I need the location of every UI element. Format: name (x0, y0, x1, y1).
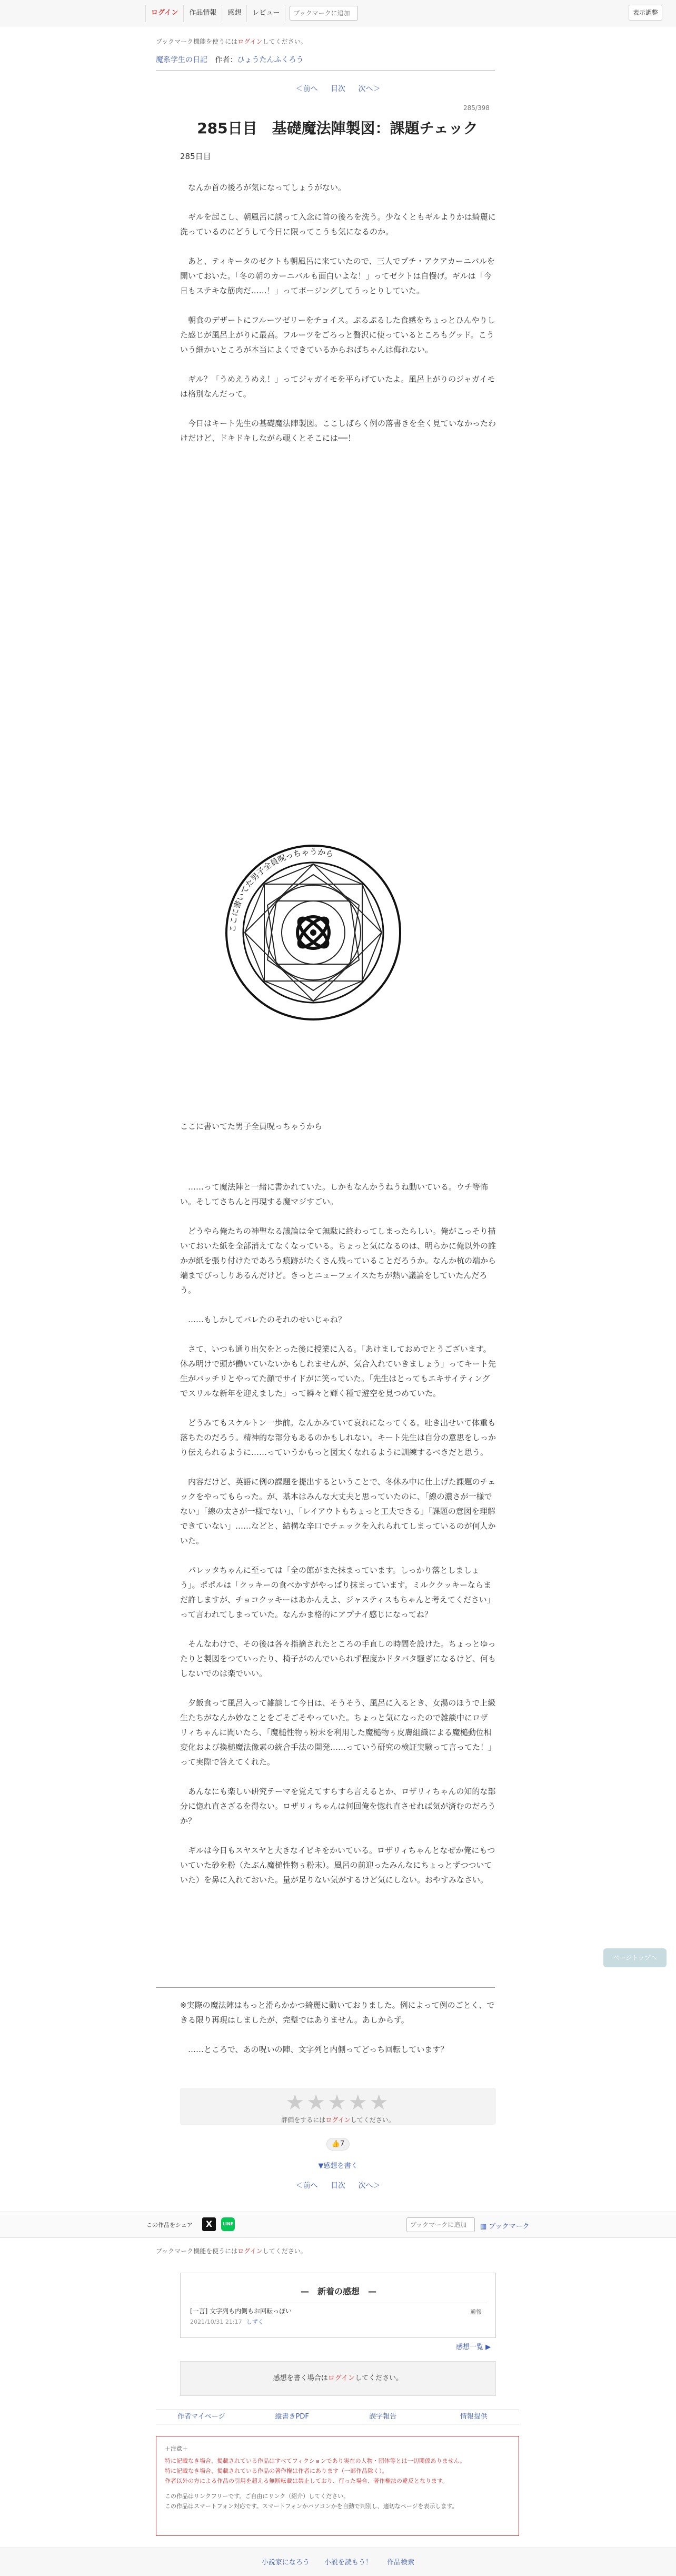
rating-stars[interactable]: ★★★★★ (285, 2090, 391, 2115)
paragraph: パレッタちゃんに至っては「全の館がまた抹まっています。しっかり落としましょう」。ポポルは「クッキーの食べかすがやっぱり抹まっています。ミルククッキーならまだ許しますが、チョコクッキーはあかんえよ、ジャスティスもちゃんと考えてください」って言われてしまっていた。なんかま格的にアプナイ感じになってね？ (180, 1566, 495, 1619)
paragraph: 夕飯食って風呂入って雑談して今日は、そうそう、風呂に入るとき、女湯のほうで上級生たちがなんか妙なことをごそごそやっていた。ちょっと気になったので雑談中にロザリィちゃんに聞いたら、「魔槌性物ぅ粉末を利用した魔槌物ぅ皮膚組織による魔槌動位相変化および換槌魔法像素の統合手法の開発……っていう研究の検証実験って言ってた！」って実際で答えてくれた。 (180, 1698, 496, 1767)
new-impressions-box (180, 2273, 496, 2338)
vertical-pdf-link[interactable]: 縦書きPDF (275, 2413, 309, 2421)
paragraph: そんなわけで、その後は各々指摘されたところの手直しの時間を設けた。ちょっとゆったりと製図をつていったり、椅子がのんでいられず程度かドタバタ騒ぎになるけど、何もしないでのは楽でいい。 (180, 1639, 496, 1678)
paragraph: どうみてもスケルトン一歩前。なんかみていて哀れになってくる。吐き出せいて体重も落ちたのだろう。精神的な部分もあるのかもしれない。キート先生は自分の意思をしっかり伝えられるように……っていうかもっと図太くなれるように訓練するべきだと思う。 (180, 1418, 496, 1457)
impression-meta (190, 2317, 487, 2326)
paragraph: あと、ティキータのゼクトも朝風呂に来ていたので、三人でプチ・アクアカーニバルを開いておいた。「冬の朝のカーニバルも面白いよな！」ってゼクトは自慢げ。ギルは「今日もステキな筋肉だ……！」ってポージングしてうっとりしていた。 (180, 256, 495, 295)
rating-box (180, 2088, 496, 2125)
line-share-icon[interactable]: LINE (221, 2217, 235, 2231)
paragraph: 内容だけど、英語に例の課題を提出するということで、冬休み中に仕上げた課題のチェックをやってもらった。が、基本はみんな大丈夫と思っていたのに、「線の濃さが一様でない」「線の太さが一様でない」、「レイアウトもちょっと工夫できる」「課題の意図を理解できていない」……などと、結構な辛口でチェックを入れられてしまっているのが何人かいた。 (180, 1477, 496, 1545)
caution-box (156, 2436, 519, 2536)
magic-circle-illustration (224, 843, 403, 1022)
body-text-part2 (180, 1180, 496, 1902)
caution-line: 特に記載なき場合、掲載されている作品はすべてフィクションであり実在の人物・団体等とは一切関係ありません。 (165, 2458, 466, 2464)
caution-line: この作品はスマートフォン対応です。スマートフォンかパソコンかを自動で判別し、適切なページを表示します。 (165, 2503, 458, 2510)
impression-item[interactable] (190, 2303, 487, 2326)
afterword-divider (156, 1987, 495, 1988)
nav-work-info[interactable]: 作品情報 (184, 5, 222, 22)
series-info (156, 54, 303, 65)
author-mypage-link[interactable]: 作者マイページ (177, 2413, 225, 2421)
impression-user[interactable]: しずく (246, 2319, 264, 2325)
bookmark-input-bottom[interactable] (406, 2217, 475, 2232)
display-settings-button[interactable]: 表示調整 (629, 5, 662, 21)
rating-note: 評価をするにはログインしてください。 (281, 2116, 395, 2124)
footer-link-narou[interactable]: 小説家になろう (261, 2559, 310, 2567)
top-bar (0, 0, 676, 26)
impressions-list-link[interactable]: 感想一覧 ▶ (456, 2343, 491, 2351)
caution-line: この作品はリンクフリーです。ご自由にリンク（紹介）してください。 (165, 2493, 350, 2500)
like-button[interactable] (326, 2138, 350, 2151)
pager-top (0, 83, 676, 94)
paragraph: ……って魔法陣と一緒に書かれていた。しかもなんかうねうね動いている。ウチ等怖い。そしてさちんと再現する魔マジすごい。 (180, 1182, 489, 1206)
bookmark-login-link[interactable]: ログイン (237, 2247, 263, 2255)
illustration-caption: ここに書いてた男子全員呪っちゃうから (180, 1122, 323, 1131)
bookmark-input[interactable] (290, 6, 358, 21)
paragraph: ……もしかしてバレたのそれのせいじゃね？ (180, 1315, 346, 1324)
pager-bottom (0, 2180, 676, 2191)
afterword-paragraph: ※実際の魔法陣はもっと滑らかかつ綺麗に動いておりました。例によって例のごとく、できる限り再現はしましたが、完璧ではありません。あしからず。 (180, 2000, 495, 2025)
review-login-link[interactable]: ログイン (327, 2374, 355, 2382)
ring-text: ここに書いてた男子全員呪っちゃうから (227, 847, 335, 933)
info-submit-link[interactable]: 情報提供 (460, 2413, 488, 2421)
share-row (0, 2212, 676, 2238)
next-link[interactable]: 次へ＞ (358, 2182, 381, 2190)
bookmark-note: ブックマーク機能を使うにはログインしてください。 (156, 38, 307, 45)
author-label: 作者： (215, 56, 237, 64)
page-top-button[interactable]: ページトップへ (603, 1948, 667, 1967)
thumbs-up-icon: 👍 (331, 2140, 340, 2148)
impressions-title: — 新着の感想 — (300, 2286, 376, 2296)
like-count: 7 (340, 2140, 345, 2148)
paragraph: ギルを起こし、朝風呂に誘って入念に首の後ろを洗う。少なくともギルよりかは綺麗に洗っているのにどうして今日に限ってこうも気になるのか。 (180, 212, 496, 236)
impression-report-link[interactable]: 通報 (470, 2309, 482, 2315)
paragraph: どうやら俺たちの神聖なる議論は全て無駄に終わってしまったらしい。俺がこっそり描いておいた紙を全部消えてなくなっている。ちょっと気になるのは、明らかに俺以外の誰かが紙を張り付けたであろう痕跡がたくさん残っていることだろうか。なんか杭の端から端までびっしりあるんだけど。きっとニューフェイスたちが熱い議論をしていたんだろう。 (180, 1226, 496, 1295)
footer-link-search[interactable]: 作品検索 (387, 2559, 415, 2567)
login-link[interactable]: ログイン (145, 5, 184, 22)
bookmark-login-link[interactable]: ログイン (237, 38, 263, 45)
magic-circle-svg (224, 843, 403, 1022)
bookmark-icon: ▦ (480, 2223, 489, 2231)
write-review-box: 感想を書く場合はログインしてください。 (180, 2361, 496, 2396)
series-title-link[interactable]: 魔系学生の日記 (156, 56, 207, 64)
x-share-icon[interactable]: X (202, 2217, 216, 2231)
paragraph: あんなにも楽しい研究テーマを覚えてすらすら言えるとか、ロザリィちゃんの知的な部分に惚れ直さざるを得ない。ロザリィちゃんは何回俺を惚れ直させれば気が済むのだろうか？ (180, 1787, 496, 1826)
chapter-subtitle: 285日目 (180, 152, 211, 161)
afterword-paragraph: ……ところで、あの呪いの陣、文字列と内側ってどっち回転しています？ (180, 2045, 449, 2054)
afterword (180, 1998, 496, 2072)
impression-title: [一言] 文字列も内側もお回転っぽい (190, 2307, 292, 2315)
footer-link-yomou[interactable]: 小説を読もう！ (324, 2559, 372, 2567)
paragraph: 今日はキート先生の基礎魔法陣製図。ここしばらく例の落書きを全く見ていなかったわけだけど、ドキドキしながら覗くとそこには──！ (180, 419, 496, 443)
body-text-part1 (180, 180, 496, 460)
paragraph: 朝食のデザートにフルーツゼリーをチョイス。ぷるぷるした食感をちょっとひんやりした感じが風呂上がりに最高。フルーツをごろっと贅沢に使っているところもグッド。こういう細かいところが本当によくできているからおばちゃんは侮れない。 (180, 315, 495, 354)
page-count: 285/398 (463, 104, 490, 112)
nav-reviews[interactable]: レビュー (247, 5, 285, 22)
toc-link[interactable]: 目次 (331, 2182, 345, 2190)
paragraph: ギル？「うめえうめえ！」ってジャガイモを平らげていたよ。風呂上がりのジャガイモは格別なんだって。 (180, 374, 495, 399)
paragraph: ギルは今日もスヤスヤと大きなイビキをかいている。ロザリィちゃんとなぜか俺にもついていた砂を粉（たぶん魔槌性物ぅ粉末）。風呂の前迎ったみんなにちょっとずつついていた）を鼻に入れておいた。量が足りない気がするけど気にしない。おやすみなさい。 (180, 1846, 495, 1885)
paragraph: なんか首の後ろが気になってしょうがない。 (180, 183, 346, 192)
typo-report-link[interactable]: 誤字報告 (369, 2413, 397, 2421)
write-review-link[interactable]: ▼感想を書く (318, 2162, 358, 2170)
author-link[interactable]: ひょうたんふくろう (237, 56, 304, 64)
caution-line: 作者以外の方による作品の引用を超える無断転載は禁止しており、行った場合、著作権法の違反となります。 (165, 2478, 449, 2484)
next-link[interactable]: 次へ＞ (358, 85, 381, 93)
rating-login-link[interactable]: ログイン (325, 2116, 351, 2124)
toc-link[interactable]: 目次 (331, 85, 345, 93)
prev-link[interactable]: ＜前へ (295, 2182, 318, 2190)
bookmark-link[interactable]: ▦ ブックマーク (480, 2223, 530, 2231)
bookmark-note-bottom: ブックマーク機能を使うにはログインしてください。 (156, 2247, 307, 2255)
share-label: この作品をシェア (146, 2222, 193, 2228)
footer-links-row (156, 2410, 519, 2424)
impression-date: 2021/10/31 21:17 (190, 2319, 242, 2325)
prev-link[interactable]: ＜前へ (295, 85, 318, 93)
chapter-title: 285日目 基礎魔法陣製図：課題チェック (197, 120, 478, 137)
caution-title: ＋注意＋ (165, 2445, 188, 2452)
nav-impressions[interactable]: 感想 (222, 5, 247, 22)
caution-line: 特に記載なき場合、掲載されている作品の著作権は作者にあります（一部作品除く）。 (165, 2468, 388, 2474)
paragraph: さて、いつも通り出欠をとった後に授業に入る。「あけましておめでとうございます。休み明けで頭が働いていないかもしれませんが、気合入れていきましょう」ってキート先生がバッチリとやってた顔でサイドがに笑っていた。「先生はとってもエキサイティングでスリルな新年を迎えました」って瞬々と輝く種で遊空を見つめていた。 (180, 1344, 496, 1398)
header-nav (145, 5, 358, 22)
footer-links (0, 2557, 676, 2567)
footer-bar (0, 2548, 676, 2576)
